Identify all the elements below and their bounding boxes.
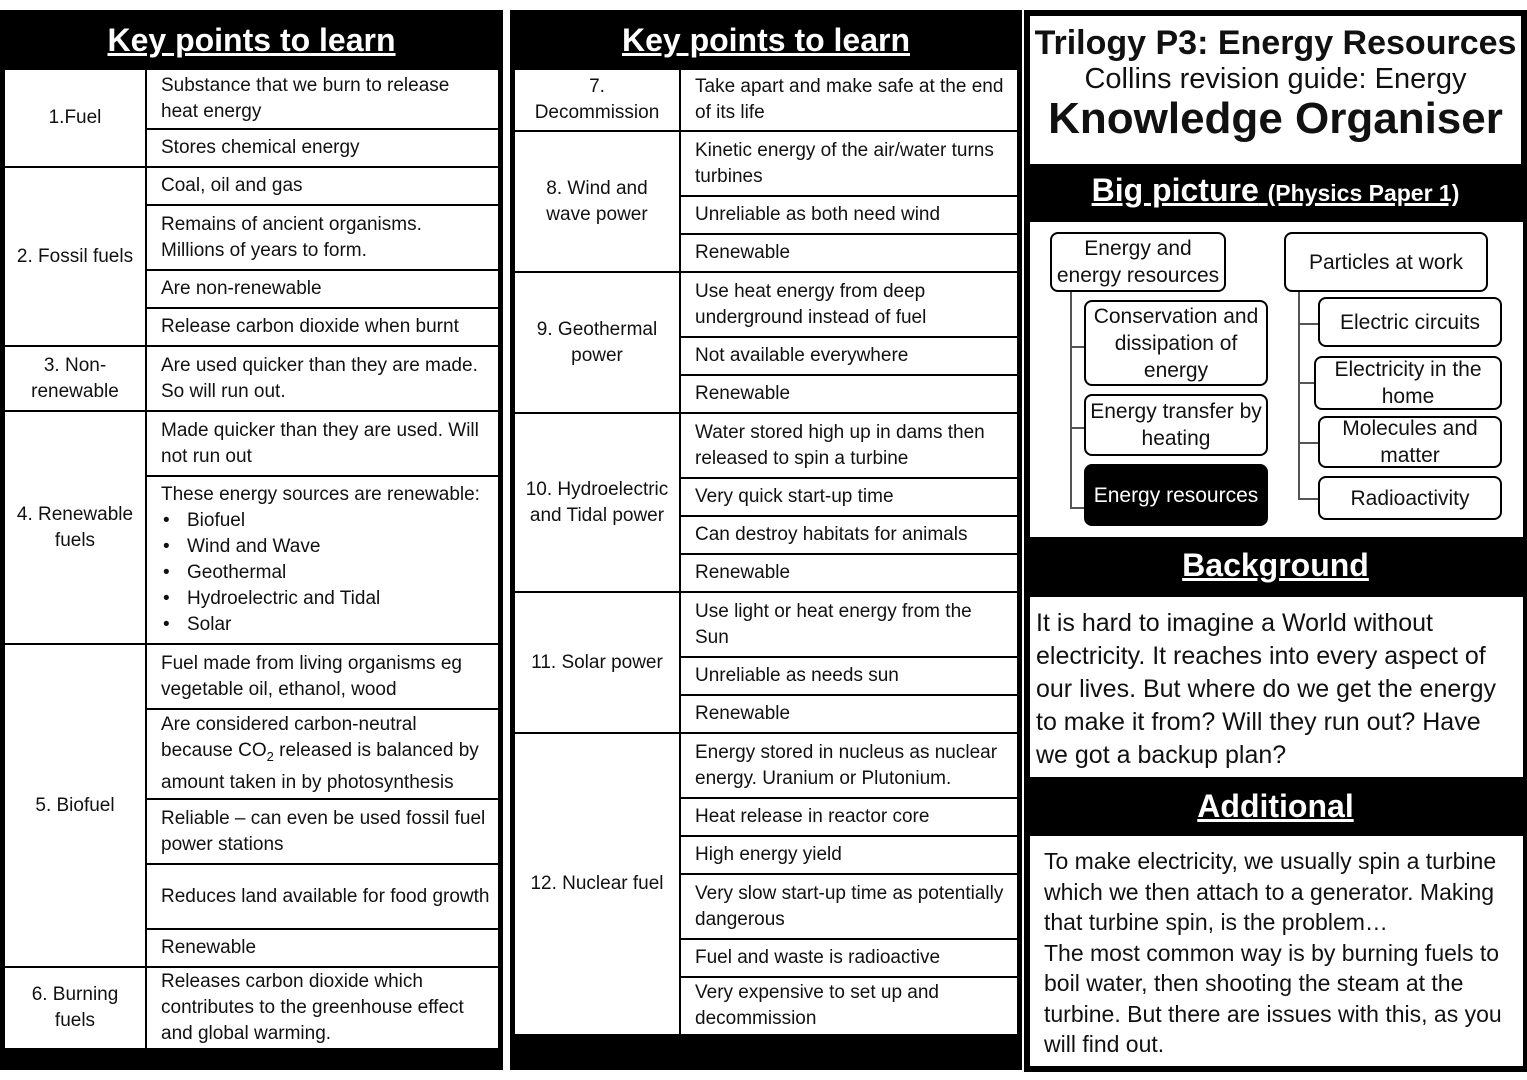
additional-paragraph-1: To make electricity, we usually spin a turbine which we then attach to a generator. Making that turbine spin, is the problem… (1044, 848, 1497, 935)
definition-text (695, 381, 790, 407)
key-definition (147, 477, 498, 643)
definition-line: Coal, oil and gas (161, 175, 303, 196)
key-term: 8. Wind and wave power (515, 132, 679, 271)
key-definition (147, 645, 498, 708)
key-term: 3. Non-renewable (5, 347, 145, 410)
definition-text (695, 881, 1009, 933)
definition-line: Very expensive to set up and decommission (695, 982, 939, 1029)
key-term: 4. Renewable fuels (5, 412, 145, 643)
topic-electric-circuits: Electric circuits (1318, 297, 1502, 347)
definition-text (695, 484, 894, 510)
definition-line: Remains of ancient organisms. Millions of years to form. (161, 213, 422, 261)
key-definition (147, 710, 498, 798)
definition-text (695, 138, 1009, 190)
co2-subscript: 2 (266, 748, 274, 764)
big-picture-title: Big picture (1091, 172, 1259, 208)
column-heading: Key points to learn (107, 21, 396, 58)
definition-line: High energy yield (695, 844, 842, 865)
key-definition (147, 130, 498, 166)
key-definition (147, 168, 498, 204)
definition-line: Use light or heat energy from the Sun (695, 600, 972, 648)
additional-text (1030, 836, 1523, 1066)
definition-text (695, 599, 1009, 651)
definition-text (161, 353, 490, 405)
key-point-group (5, 347, 498, 410)
key-points-table-2 (510, 70, 1022, 1070)
big-picture-heading (1024, 172, 1527, 209)
column-heading: Key points to learn (621, 21, 911, 58)
definition-line: Water stored high up in dams then released to spin a turbine (695, 421, 985, 469)
key-definition (681, 479, 1017, 515)
key-definition (681, 70, 1017, 130)
definition-text (695, 663, 899, 689)
key-definition (147, 309, 498, 345)
definition-line: Renewable (695, 562, 791, 583)
key-definition (681, 734, 1017, 797)
key-definition (681, 338, 1017, 374)
key-point-group (515, 593, 1017, 732)
key-point-group (5, 645, 498, 966)
key-definition (681, 555, 1017, 591)
key-definition (147, 865, 498, 928)
list-item: • Wind and Wave (187, 534, 480, 560)
tree-connector (1298, 323, 1318, 325)
topic-conservation: Conservation and dissipation of energy (1084, 300, 1268, 386)
definition-line: Very slow start-up time as potentially dangerous (695, 882, 1004, 930)
definition-text (695, 420, 1009, 472)
additional-paragraph-2: The most common way is by burning fuels to boil water, then shooting the steam at the turbine. But there are issues with this, as you will find out. (1044, 939, 1502, 1057)
additional-heading: Additional (1197, 788, 1354, 824)
info-column (1024, 10, 1527, 1072)
definition-line: Very quick start-up time (695, 486, 894, 507)
topic-electricity-home: Electricity in the home (1314, 356, 1502, 410)
topic-particles-root: Particles at work (1284, 232, 1488, 292)
topic-energy-transfer: Energy transfer by heating (1084, 394, 1268, 456)
topic-molecules-matter: Molecules and matter (1318, 416, 1502, 468)
key-definition (681, 875, 1017, 938)
key-point-group (515, 273, 1017, 412)
key-term: 5. Biofuel (5, 645, 145, 966)
definition-text (161, 482, 480, 638)
topic-energy-root: Energy and energy resources (1050, 232, 1226, 292)
definition-text (161, 651, 490, 703)
definition-text (161, 969, 490, 1047)
key-term: 10. Hydroelectric and Tidal power (515, 414, 679, 591)
definition-line: Take apart and make safe at the end of its life (695, 76, 1004, 123)
list-item: • Hydroelectric and Tidal (187, 586, 480, 612)
definition-text (161, 173, 303, 199)
definition-text (695, 945, 940, 971)
key-point-group (515, 70, 1017, 130)
definition-text (161, 935, 256, 961)
definition-line: Release carbon dioxide when burnt (161, 316, 459, 337)
definition-text (161, 712, 490, 796)
key-term: 6. Burning fuels (5, 968, 145, 1048)
definition-text (161, 135, 360, 161)
page-subtitle: Collins revision guide: Energy (1084, 63, 1467, 95)
key-definition (681, 376, 1017, 412)
definition-text (695, 560, 790, 586)
key-term: 9. Geothermal power (515, 273, 679, 412)
definition-text-part: released is balanced by amount taken in by photosynthesis (161, 740, 479, 793)
definition-text (695, 343, 908, 369)
definition-text (695, 701, 790, 727)
key-definition (681, 799, 1017, 835)
topic-radioactivity: Radioactivity (1318, 476, 1502, 520)
list-item: • Solar (187, 612, 480, 638)
definition-line: Heat release in reactor core (695, 806, 930, 827)
renewable-sources-list (161, 508, 480, 638)
key-definition (681, 696, 1017, 732)
key-definition (681, 940, 1017, 976)
topic-energy-resources: Energy resources (1084, 464, 1268, 526)
definition-line: Substance that we burn to release heat energy (161, 75, 450, 122)
background-text: It is hard to imagine a World without electricity. It reaches into every aspect of our lives. But where do we get the energy to make it from? Will they run out? Have we got a backup plan? (1030, 597, 1523, 777)
key-point-group (5, 70, 498, 166)
key-term: 11. Solar power (515, 593, 679, 732)
key-term: 12. Nuclear fuel (515, 734, 679, 1034)
definition-text (161, 806, 490, 858)
knowledge-organiser-title: Knowledge Organiser (1048, 94, 1503, 143)
definition-line: Not available everywhere (695, 345, 909, 366)
definition-line: Fuel made from living organisms eg vegetable oil, ethanol, wood (161, 652, 462, 700)
key-point-group (5, 968, 498, 1048)
definition-line: Are used quicker than they are made. So will run out. (161, 354, 478, 402)
key-term: 7. Decommission (515, 70, 679, 130)
tree-connector (1298, 442, 1318, 444)
definition-line: Energy stored in nucleus as nuclear energy. Uranium or Plutonium. (695, 741, 998, 789)
tree-connector (1298, 498, 1318, 500)
key-point-group (515, 132, 1017, 271)
definition-text (161, 418, 490, 470)
definition-line: Fuel and waste is radioactive (695, 947, 941, 968)
definition-text (695, 279, 1009, 331)
key-definition (681, 273, 1017, 336)
big-picture-subtitle: (Physics Paper 1) (1267, 180, 1460, 206)
key-point-group (515, 734, 1017, 1034)
definition-line: Reduces land available for food growth (161, 885, 490, 907)
definition-line: Unreliable as both need wind (695, 204, 941, 225)
definition-line: Renewable (695, 703, 791, 724)
definition-line: Renewable (161, 937, 257, 958)
definition-line: Made quicker than they are used. Will not run out (161, 419, 479, 467)
definition-text (695, 740, 1009, 792)
definition-line: Are non-renewable (161, 278, 322, 299)
definition-text (695, 522, 967, 548)
definition-text (161, 276, 322, 302)
key-definition (147, 800, 498, 863)
key-points-table-1 (0, 70, 503, 1070)
tree-connector (1070, 292, 1072, 508)
key-points-column-1 (0, 10, 503, 1070)
key-definition (681, 235, 1017, 271)
definition-text (161, 73, 490, 125)
definition-text (161, 314, 459, 340)
big-picture-diagram (1030, 222, 1523, 537)
key-point-group (515, 414, 1017, 591)
key-definition (681, 517, 1017, 553)
key-definition (147, 70, 498, 128)
key-definition (681, 978, 1017, 1034)
definition-line: Releases carbon dioxide which contributes to the greenhouse effect and global warming. (161, 971, 464, 1044)
key-definition (681, 132, 1017, 195)
key-point-group (5, 412, 498, 643)
key-definition (681, 837, 1017, 873)
definition-text (695, 804, 929, 830)
definition-line: Renewable (695, 383, 791, 404)
list-item: • Geothermal (187, 560, 480, 586)
key-definition (681, 414, 1017, 477)
definition-line: Use heat energy from deep underground instead of fuel (695, 280, 927, 328)
key-definition (147, 968, 498, 1048)
definition-line: Unreliable as needs sun (695, 665, 899, 686)
key-definition (147, 347, 498, 410)
definition-text (695, 202, 940, 228)
list-item: • Biofuel (187, 508, 480, 534)
background-heading: Background (1182, 547, 1369, 583)
key-definition (681, 593, 1017, 656)
definition-text (695, 74, 1009, 126)
key-definition (147, 930, 498, 966)
key-definition (147, 271, 498, 307)
key-definition (147, 412, 498, 475)
definition-line: Renewable (695, 242, 791, 263)
key-definition (681, 197, 1017, 233)
definition-line: Reliable – can even be used fossil fuel power stations (161, 807, 486, 855)
definition-text (695, 240, 790, 266)
key-points-column-2 (510, 10, 1022, 1070)
definition-line: Kinetic energy of the air/water turns turbines (695, 139, 994, 187)
definition-text (695, 842, 842, 868)
definition-text (161, 212, 490, 264)
key-term: 2. Fossil fuels (5, 168, 145, 345)
key-point-group (5, 168, 498, 345)
definition-text-part: Are considered carbon-neutral because CO (161, 714, 417, 762)
key-definition (681, 658, 1017, 694)
definition-line: Stores chemical energy (161, 137, 360, 158)
title-block (1030, 16, 1521, 164)
definition-text (161, 884, 489, 910)
definition-line: These energy sources are renewable: (161, 484, 480, 505)
definition-line: Can destroy habitats for animals (695, 524, 968, 545)
key-term: 1.Fuel (5, 70, 145, 166)
definition-text (695, 980, 1009, 1032)
page-title: Trilogy P3: Energy Resources (1034, 24, 1517, 62)
key-definition (147, 206, 498, 269)
